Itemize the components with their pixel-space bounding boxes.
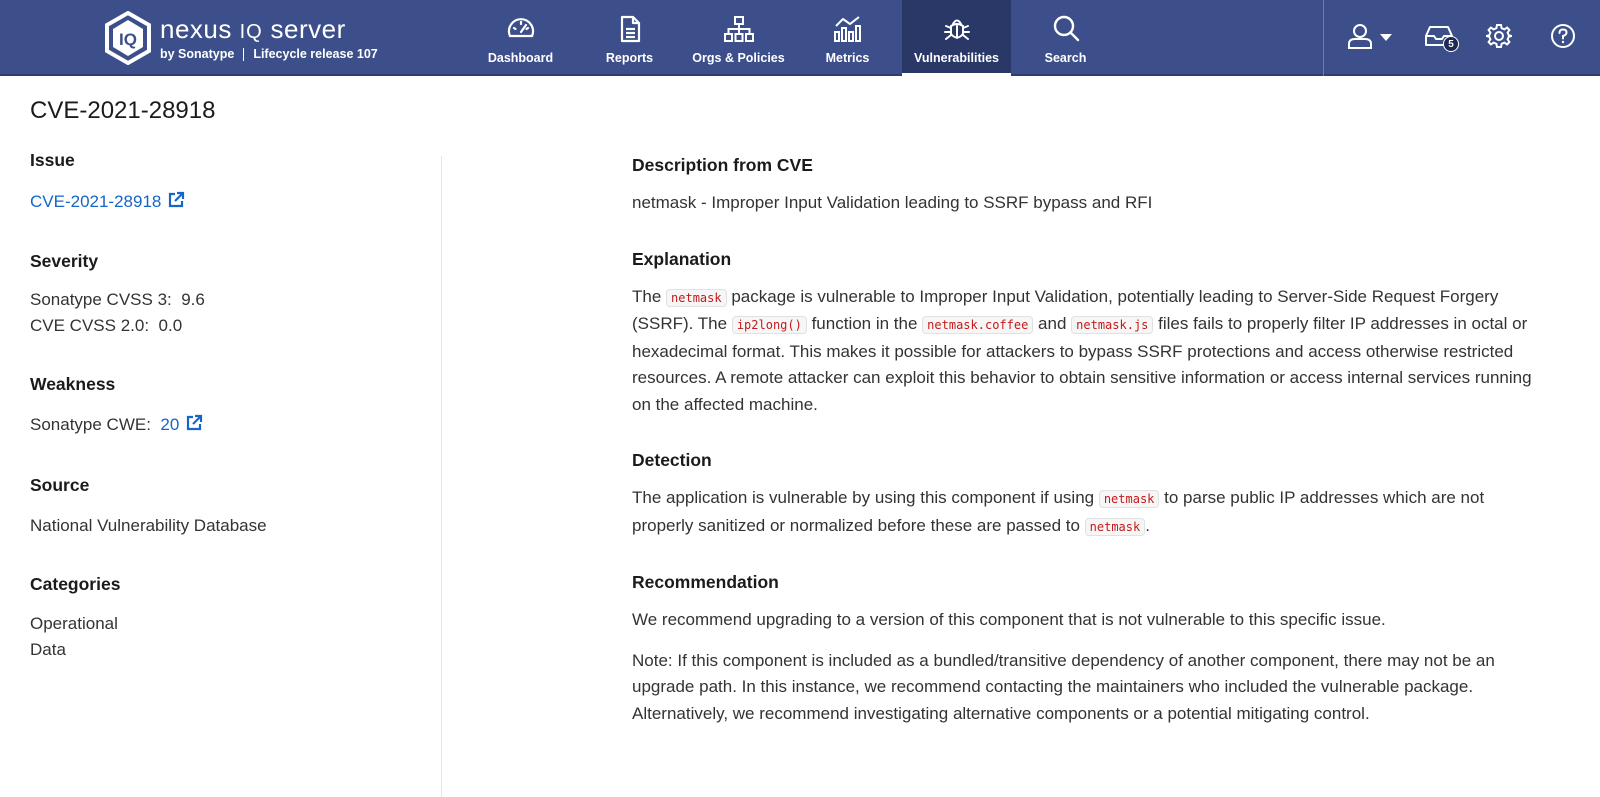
nexus-iq-logo[interactable] [104,10,378,66]
severity-heading: Severity [30,251,99,271]
iq-hexagon-logo-icon [104,11,152,65]
sonatype-cwe-link[interactable]: 20 [160,415,180,434]
inline-code: ip2long() [732,316,807,334]
issue-heading: Issue [30,150,75,170]
recommendation-note: Note: If this component is included as a bundled/transitive dependency of another component, there may not be an upgrade path. In this instance, we recommend contacting the maintainers who included the vulnerable package. Alternatively, we recommend investigating alternative components or a potential mitigating control. [632,650,1495,723]
logo-separator [243,48,244,61]
logo-text [160,15,378,61]
weakness-heading: Weakness [30,374,116,394]
detection-heading: Detection [632,450,712,470]
cve-cvss-label: CVE CVSS 2.0: [30,316,150,335]
header-tools [1323,0,1600,76]
hierarchy-icon [723,13,755,45]
logo-brand-main: nexus [160,14,232,44]
nav-metrics-label: Metrics [825,51,870,65]
inline-code: netmask [1099,490,1160,508]
nav-vulnerabilities[interactable] [902,0,1011,76]
metrics-chart-icon [832,13,864,45]
user-menu-button[interactable] [1324,0,1414,76]
detection-text [632,485,1532,540]
issue-row [30,189,430,217]
help-button[interactable] [1534,0,1592,76]
inline-code: netmask.coffee [922,316,1033,334]
inline-code: netmask [1085,518,1146,536]
inline-code: netmask.js [1071,316,1153,334]
logo-release: Lifecycle release 107 [253,47,378,61]
source-heading: Source [30,475,90,495]
top-navbar [0,0,1600,76]
logo-brand-product: server [270,14,346,44]
help-question-icon [1550,23,1576,54]
chevron-down-icon [1380,29,1392,47]
description-heading: Description from CVE [632,155,813,175]
nav-search[interactable] [1011,0,1120,76]
nav-search-label: Search [1044,51,1087,65]
explanation-heading: Explanation [632,248,732,269]
column-divider [441,156,442,797]
sonatype-cvss-label: Sonatype CVSS 3: [30,290,172,309]
nav-dashboard[interactable] [466,0,575,76]
user-icon [1346,22,1374,55]
settings-button[interactable] [1464,0,1534,76]
categories-heading: Categories [30,574,121,594]
sonatype-cwe-label: Sonatype CWE: [30,415,151,434]
source-value: National Vulnerability Database [30,516,267,535]
inbox-count-badge: 5 [1443,36,1459,52]
logo-brand-iq: IQ [239,21,263,43]
category-item: Operational [30,614,118,633]
logo-subtitle [160,47,378,61]
page-title: CVE-2021-28918 [30,97,216,124]
recommendation-text: We recommend upgrading to a version of this component that is not vulnerable to this specific issue. [632,610,1386,629]
sonatype-cvss-row [30,287,430,313]
issue-link[interactable]: CVE-2021-28918 [30,192,162,211]
nav-reports-label: Reports [605,51,654,65]
external-link-icon[interactable] [167,191,185,217]
explanation-part: The [632,286,667,306]
detection-part: . [1145,515,1150,535]
vulnerability-details-panel [632,155,1532,727]
document-icon [614,13,646,45]
nav-metrics[interactable] [793,0,902,76]
logo-title [160,15,378,46]
nav-vulnerabilities-label: Vulnerabilities [914,51,999,65]
description-text: netmask - Improper Input Validation leading to SSRF bypass and RFI [632,193,1153,212]
nav-orgs-policies-label: Orgs & Policies [692,51,785,65]
logo-by: by Sonatype [160,47,235,61]
explanation-part: and [1033,314,1072,333]
explanation-part: package is vulnerable to Improper Input Validation, potentially leading to Server-Side Request Forgery (SSRF). The [632,286,1499,333]
svg-text:IQ: IQ [119,30,137,49]
dashboard-gauge-icon [505,13,537,45]
explanation-part: files fails to properly filter IP addresses in octal or hexadecimal format. This makes it possible for attackers to bypass SSRF protections and access otherwise restricted resources. A remote attacker can exploit this behavior to obtain sensitive information or access internal services running on the affected machine. [632,314,1532,414]
main-nav [466,0,1120,76]
explanation-text [632,284,1532,419]
inline-code: netmask [666,289,727,307]
search-icon [1050,13,1082,45]
recommendation-heading: Recommendation [632,572,779,592]
detection-part: to parse public IP addresses which are not properly sanitized or normalized before these are passed to [632,488,1485,535]
cve-cvss-value: 0.0 [158,316,183,335]
nav-dashboard-label: Dashboard [487,51,554,65]
vulnerability-summary-panel [30,150,430,663]
category-item: Data [30,640,66,659]
sonatype-cvss-value: 9.6 [181,290,205,309]
external-link-icon[interactable] [185,414,203,440]
detection-part: The application is vulnerable by using this component if using [632,488,1099,507]
bug-icon [941,13,973,45]
nav-orgs-policies[interactable] [684,0,793,76]
inbox-button[interactable] [1414,0,1464,76]
cve-cvss-row [30,313,430,339]
explanation-part: function in the [806,314,923,333]
nav-reports[interactable] [575,0,684,76]
weakness-row [30,412,430,440]
gear-icon [1486,23,1512,54]
